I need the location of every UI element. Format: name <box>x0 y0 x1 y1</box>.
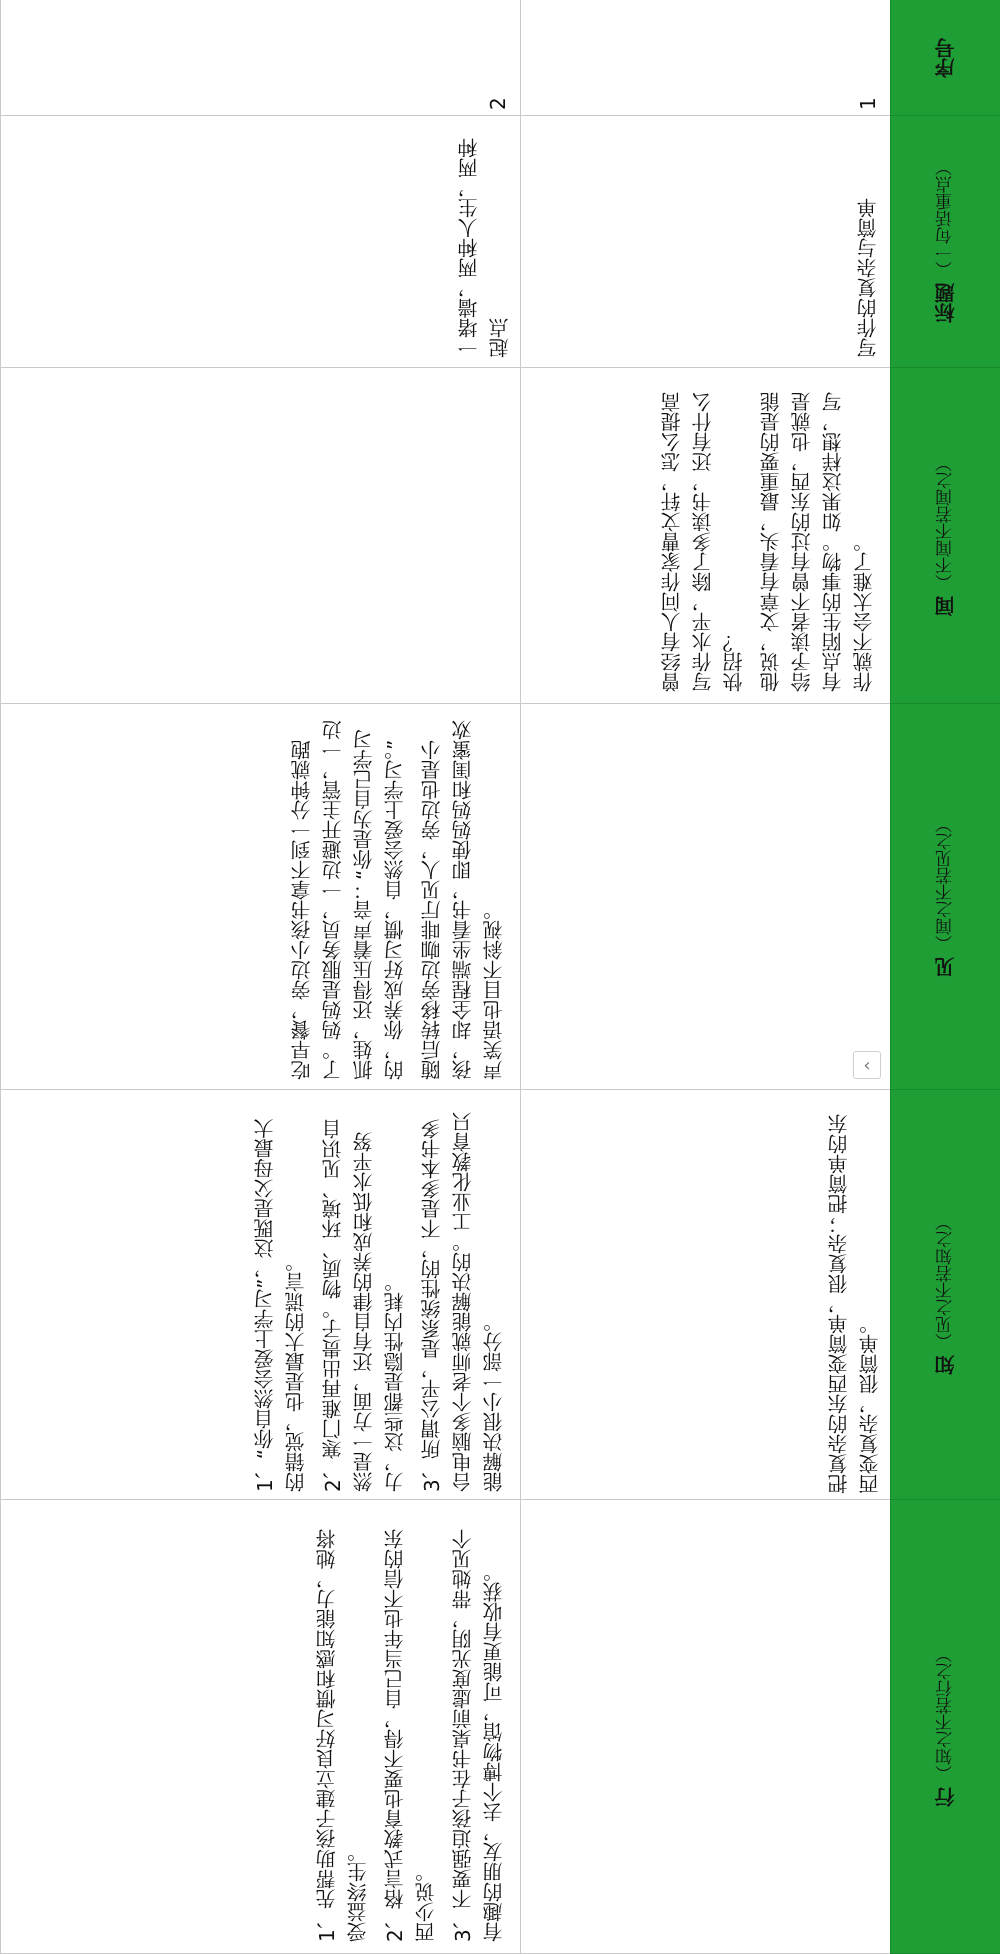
header-see-sub: （闻之不若见之） <box>935 815 956 952</box>
header-hear-title: 闻 <box>933 596 958 617</box>
row2-seq-cell <box>0 0 520 116</box>
header-title-title: 标题 <box>933 283 958 324</box>
header-seq <box>890 0 1000 116</box>
row2-see-p1: 吃早餐，旁边小孩书拿不到一分钟就跑了。妈妈是服务员，一边避开主管，一边抓娃，还得压着声音：“你是为自己学习的，你养成好习惯，自然会爱上学习。” <box>290 720 407 1080</box>
row2-know-cell <box>0 1090 520 1500</box>
header-act-title: 行 <box>933 1787 958 1808</box>
row1-seq-cell <box>520 0 890 116</box>
header-know-title: 知 <box>933 1355 958 1376</box>
row1-seq: 1 <box>856 97 880 110</box>
row2-hear-cell <box>0 368 520 704</box>
row1-title: 写作的复杂与简单 <box>856 198 880 358</box>
row2-title: 一堵墙，两种人生，两种起点 <box>457 138 512 358</box>
header-know <box>890 1090 1000 1500</box>
header-act <box>890 1500 1000 1954</box>
header-hear-sub: （不闻不若闻之） <box>935 454 956 591</box>
row2-act-item-1: 1、先帮助孩子建立良好习惯和感知能力，她将受益终生。 <box>315 1529 370 1942</box>
row1-hear-p2: 他说，文章有看头，最重要的是能给予读者不曾有过的东西，也就是有点陌生的事物。如果这样想，写作就不会太难了。 <box>759 392 876 692</box>
header-title-sub: （一句话重点） <box>935 159 956 279</box>
row2-seq: 2 <box>486 97 510 110</box>
row2-title-cell <box>0 116 520 368</box>
row2-see-p2: 随后转移旁边咖啡厅见人，旁边也是小孩，却全程端坐看书，即使妈妈和闺蜜欢声笑语也目不斜视。 <box>420 720 506 1080</box>
row2-see-cell <box>0 704 520 1090</box>
row1-hear-cell <box>520 368 890 704</box>
row1-title-cell <box>520 116 890 368</box>
header-see-title: 见 <box>933 957 958 978</box>
row1-know-p1: 把复杂的东西变简单，很复杂；把简单的东西变复杂，很简单。 <box>827 1114 882 1494</box>
header-title <box>890 116 1000 368</box>
header-know-sub: （见之不若知之） <box>935 1213 956 1350</box>
row2-know-item-2: 2、寒门难再出贵子。物质、环境、见识自然是一方面，还有自律的养成和低水平努力，这些都是隐性内耗。 <box>321 1119 407 1492</box>
row2-act-item-2: 2、格言式教育也要不得，自己当年也不信的东西少说。 <box>383 1529 438 1942</box>
row1-hear-p1: 曾经有人问作家曹文轩，怎么提高写作水平，除了多读书，还有什么快招？ <box>660 392 746 692</box>
row1-see-cell <box>520 704 890 1090</box>
row2-know-item-3: 3、所谓公平，是系统性的，不是多本书多台电脑多个老师就能解决的。工业化教育只能解决很小一部分。 <box>420 1112 506 1492</box>
chevron-left-icon: ‹ <box>863 1054 871 1076</box>
row1-act-cell <box>520 1500 890 1954</box>
header-seq-title: 序号 <box>933 37 958 78</box>
header-hear <box>890 368 1000 704</box>
row1-know-cell <box>520 1090 890 1500</box>
header-see <box>890 704 1000 1090</box>
row2-act-item-3: 3、不要强迫孩子在书桌前虚度光阴，带她见个有趣的朋友，去个博物馆，可能更有收获。 <box>451 1529 506 1942</box>
header-act-sub: （知之不若行之） <box>935 1645 956 1782</box>
collapse-icon[interactable] <box>853 1051 881 1079</box>
row2-act-cell <box>0 1500 520 1954</box>
row2-know-item-1: 1、“你自然会爱上学习”，这既是父母最大的错觉，也是最大的谎言。 <box>253 1118 308 1492</box>
